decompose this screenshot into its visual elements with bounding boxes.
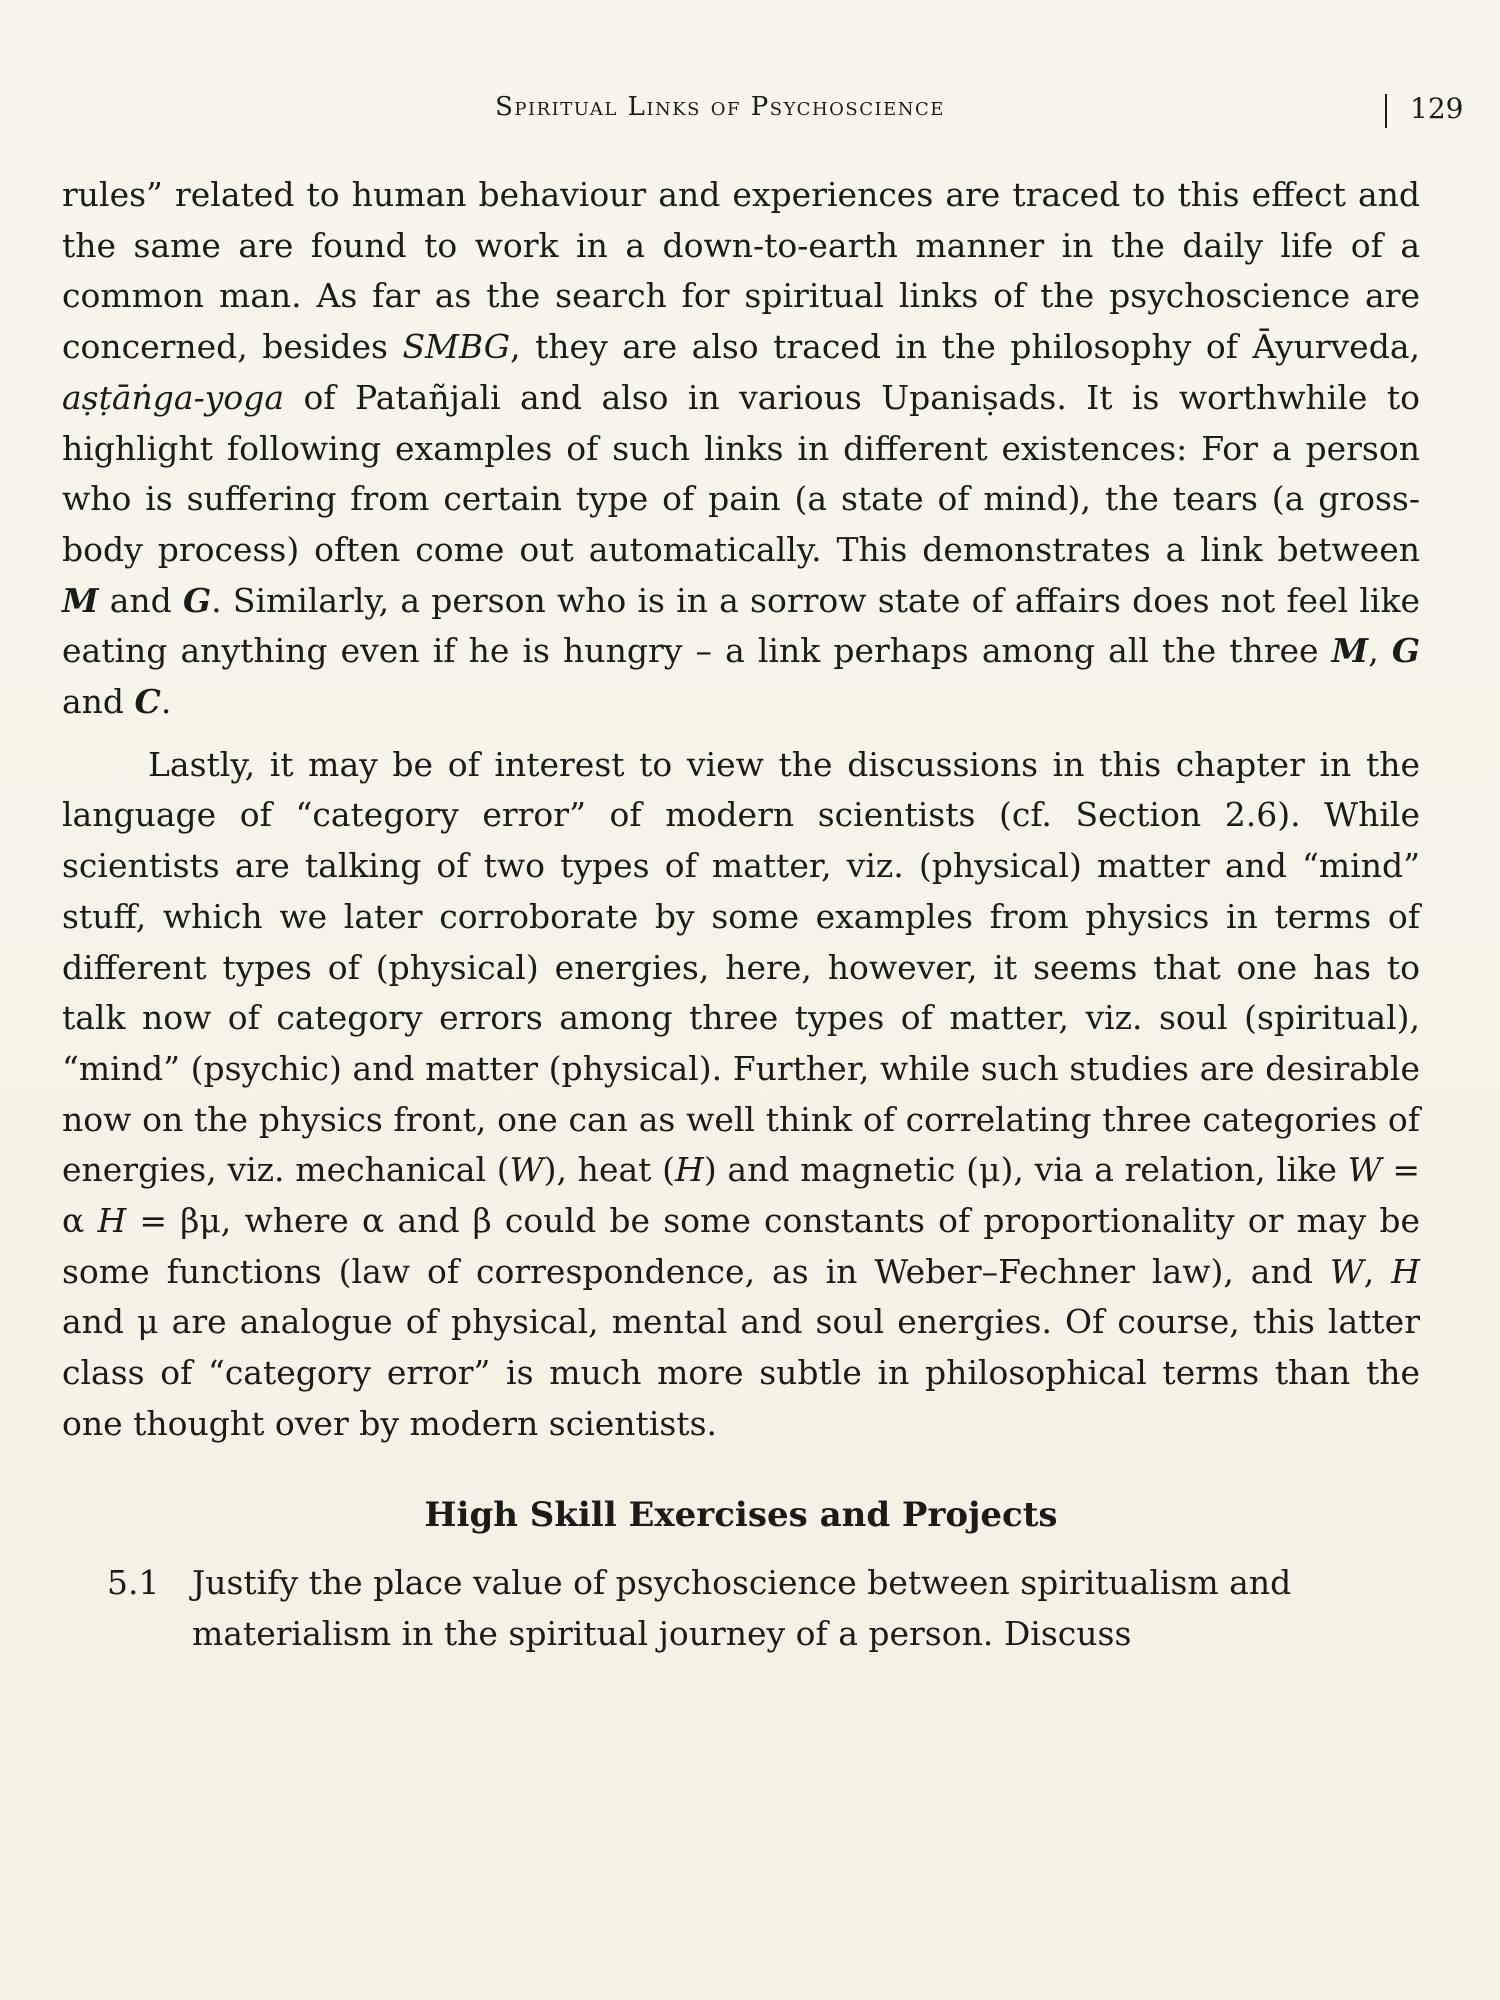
text-run: and [98, 580, 183, 620]
text-run: , where α and β could be some constants of proportionality or may be some functions (law of correspondence, as in Weber–Fechner law), and [62, 1201, 1421, 1291]
text-run: , they are also traced in the philosophy of Āyurveda, [510, 327, 1421, 367]
text-run: Lastly, it may be of interest to view the discussions in this chapter in the language of “category error” of modern scientists (cf. Section 2.6). While scientists are talking of two types of matter, viz. (physical) matter and “mind” stuff, which we later corroborate by some examples from physics in terms of different types of (physical) energies, here, however, it seems that one has to talk now of category errors among three types of matter, viz. soul (spiritual), “mind” (psychic) and matter (physical). Further, while such studies are desirable now on the physics front, one can as well think of correlating three categories of energies, viz. mechanical ( [62, 744, 1420, 1190]
variable-h: H [675, 1150, 704, 1190]
text-run: ) and magnetic (μ), via a relation, like [703, 1150, 1348, 1190]
equation-w: W [1347, 1150, 1382, 1190]
equation-part: = α [62, 1150, 1421, 1241]
equation-part: = βμ [126, 1201, 221, 1241]
exercise-text: Justify the place value of psychoscience between spiritualism and materialism in the spiritual journey of a person. Discuss [192, 1563, 1292, 1653]
astanga-yoga-term: aṣṭāṅga-yoga [62, 377, 285, 417]
variable-w: W [509, 1150, 544, 1190]
text-run: of Patañjali and also in various Upaniṣads. It is worthwhile to highlight following examples of such links in different existences: For a person who is suffering from certain type of pain (a state of mind), the tears (a gross-body process) often come out automatically. This demonstrates a link between [62, 377, 1420, 569]
text-run: . Similarly, a person who is in a sorrow state of affairs does not feel like eating anything even if he is hungry – a link perhaps among all the three [62, 580, 1420, 671]
page-number: 129 [1410, 92, 1464, 125]
section-heading: High Skill Exercises and Projects [424, 1494, 1058, 1535]
paragraph-1 [62, 170, 1420, 728]
body-text [62, 170, 1420, 1660]
paragraph-2 [62, 740, 1420, 1450]
symbol-m: M [62, 580, 99, 620]
exercise-number: 5.1 [107, 1563, 160, 1603]
text-run: rules” related to human behaviour and experiences are traced to this effect and the same are found to work in a down-to-earth manner in the daily life of a common man. As far as the search for spiritual links of the psychoscience are concerned, besides [62, 175, 1420, 367]
running-head [60, 92, 1464, 136]
text-run: ), heat ( [543, 1150, 676, 1190]
text-run: and μ are analogue of physical, mental and soul energies. Of course, this latter class of “category error” is much more subtle in philosophical terms than the one thought over by modern scientists. [62, 1302, 1420, 1443]
symbol-g: G [1391, 631, 1420, 671]
text-run: and [62, 682, 135, 722]
symbol-m: M [1331, 631, 1369, 671]
text-run: , [1363, 1251, 1392, 1291]
smbg-term: SMBG [402, 327, 511, 367]
variable-h: H [1391, 1251, 1420, 1291]
text-run: . [160, 682, 172, 722]
variable-w: W [1329, 1251, 1364, 1291]
running-title: Spiritual Links of Psychoscience [495, 92, 945, 122]
symbol-c: C [134, 682, 161, 722]
symbol-g: G [182, 580, 212, 620]
exercise-item [62, 1558, 1420, 1659]
equation-h: H [97, 1201, 127, 1241]
header-separator [1385, 94, 1387, 128]
text-run: , [1368, 631, 1392, 671]
